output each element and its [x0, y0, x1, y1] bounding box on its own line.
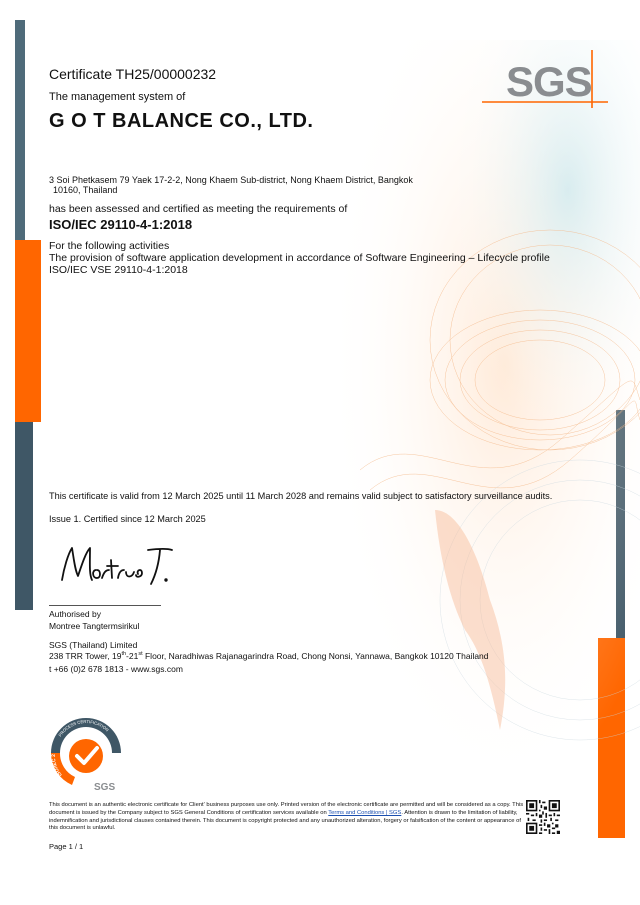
company-name: G O T BALANCE CO., LTD.	[49, 110, 314, 132]
activities-heading: For the following activities	[49, 240, 170, 252]
issuer-name: SGS (Thailand) Limited	[49, 640, 138, 650]
page-number: Page 1 / 1	[49, 842, 84, 851]
seal-side-text: ISO/IEC 2	[50, 754, 64, 778]
left-bar-orange	[15, 240, 41, 422]
left-bar-slate-bottom	[15, 422, 33, 610]
seal-top-text: PROCESS CERTIFICATION	[57, 718, 110, 738]
validity-statement: This certificate is valid from 12 March 2025 until 11 March 2028 and remains valid subject to satisfactory surveillance audits.	[49, 491, 553, 501]
company-address-line1: 3 Soi Phetkasem 79 Yaek 17-2-2, Nong Khaem Sub-district, Nong Khaem District, Bangkok	[49, 175, 413, 185]
assessed-statement: has been assessed and certified as meeting the requirements of	[49, 203, 348, 215]
qr-code-icon[interactable]	[526, 800, 560, 834]
signature-line	[49, 605, 161, 606]
company-address-line2: 10160, Thailand	[53, 185, 118, 195]
signatory-name: Montree Tangtermsirikul	[49, 621, 140, 631]
signature-icon	[56, 540, 176, 592]
disclaimer-text: This document is an authentic electronic certificate for Client' business purposes use only. Printed version of the electronic certificate are permitted and will be considered as a copy. This document is issued by the Company subject to SGS General Conditions of certification services available on Terms and Conditions | SGS. Attention is drawn to the limitation of liability, indemnification and jurisdictional clauses contained therein. This document is copyright protected and any unauthorized alteration, forgery or falsification of the content or appearance of this document is unlawful.	[49, 802, 524, 832]
authorised-by-label: Authorised by	[49, 609, 101, 619]
sgs-logo-text: SGS	[506, 58, 592, 105]
issuer-contact: t +66 (0)2 678 1813 - www.sgs.com	[49, 664, 183, 674]
certificate-number: Certificate TH25/00000232	[49, 66, 217, 82]
issue-statement: Issue 1. Certified since 12 March 2025	[49, 514, 206, 524]
terms-link[interactable]: Terms and Conditions | SGS	[328, 809, 402, 816]
seal-brand-text: SGS	[94, 782, 116, 793]
issuer-address: 238 TRR Tower, 19th-21st Floor, Naradhiwas Rajanagarindra Road, Chong Nonsi, Yannawa, Bangkok 10120 Thailand	[49, 651, 489, 661]
activities-scope-line1: The provision of software application development in accordance of Software Engineering – Lifecycle profile	[49, 252, 550, 264]
certification-seal-icon	[46, 713, 126, 793]
standard-title: ISO/IEC 29110-4-1:2018	[49, 217, 193, 232]
left-bar-slate-top	[15, 20, 25, 240]
activities-scope-line2: ISO/IEC VSE 29110-4-1:2018	[49, 264, 188, 276]
management-intro: The management system of	[49, 91, 186, 103]
